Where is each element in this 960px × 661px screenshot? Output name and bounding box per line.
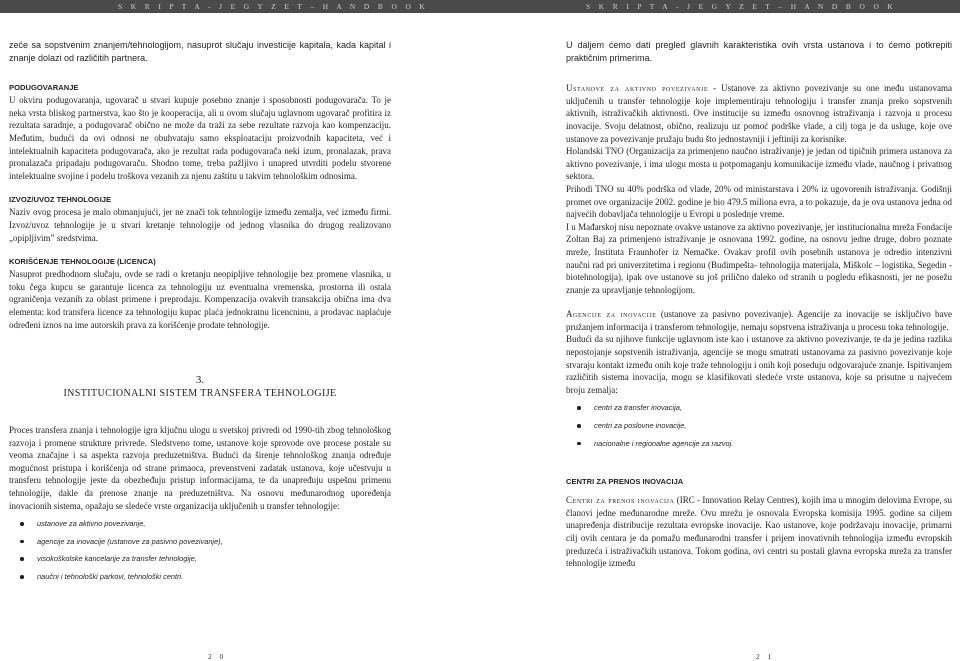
institution-types-list: [566, 399, 952, 452]
right-intro-paragraph: U daljem ćemo dati pregled glavnih karakteristika ovih vrsta ustanova i to ćemo potkrepiti praktičnim primerima.: [566, 40, 952, 63]
agencije-text: (ustanove za pasivno povezivanje). Agencije za inovacije se isključivo bave pružanjem informacija i transferom tehnologije, nemaju sopstvena istraživanja u procesu toka tehnologije.: [566, 309, 952, 332]
page-number-right: 2 1: [756, 652, 775, 661]
list-item: visokoškolske kancelarije za transfer tehnologije,: [9, 550, 391, 568]
podugovaranje-paragraph: U okviru podugovaranja, ugovarač u stvari kupuje posebno znanje i sposobnosti podugovarača. To je neka vrsta bliskog partnerstva, kao što je kooperacija, ali u ovom slučaju uglavnom ugovarač profitira iz rezultata saradnje, a podugovarač obično ne može da traži za sebe rezultate razvoja kao kompenzaciju. Međutim, budući da ovi odnosi ne obuhvataju samo eksploataciju proizvodnih kapaciteta, već i intelektualnih kapaciteta podugovarača, ako je rezultat rada podugovarača neki izum, pronalazak, prava pronalazača pripadaju podugovaraču. Shodno tome, treba pažljivo i unapred utvrditi podelu stvorene intelektualne svojine i podelu troškova vezanih za njenu zaštitu u takvim tehnološkim odnosima.: [9, 95, 391, 181]
chapter-intro-paragraph: Proces transfera znanja i tehnologije igra ključnu ulogu u svetskoj privredi od 1990-tih zbog tehnološkog razvoja i promene strukture privrede. Sledstveno tome, ustanove koje sprovode ove procese postale su veoma značajne i sa aspekta razvoja preduzetništva. Budući da širenje tehnološkog znanja određuje mogućnost pristupa i korišćenja od strane primaoca, prevenstveni zadatak ustanova, koje učestvuju u transferu tehnologije jeste da obezbeđuju pristup informacijama, te da unapređuju uspešnu primenu tehnologije, dakle da prenose znanje na preduzetništva. Na osnovu međunarodnog upoređenja inovacionih sistema, opažaju se sledeće vrste organizacija uključenih u transfer tehnologije:: [9, 425, 391, 511]
licenca-paragraph: Nasuprot predhodnom slučaju, ovde se radi o kretanju neopipljive tehnologije bez promene vlasnika, u toku čega kupcu se garantuje licenca za tehnologiju uz eventualna vremenska, prostorna ili ostala ograničenja vezanih za oblast primene i preprodaju. Kompenzacija ovakvih transakcija obična ima dva elementa: kod transfera licence za tehnologiju kupac plaća jednokratnu licencninu, a prodavac naplaćuje određeni iznos na ime autorskih prava za korišćenje prodate tehnologije.: [9, 269, 391, 330]
page-number-left: 2 0: [208, 652, 227, 661]
running-header-right: S K R I P T A - J E G Y Z E T – H A N D B O O K: [586, 2, 897, 11]
centri-paragraph: [566, 494, 952, 570]
izvoz-uvoz-paragraph: Naziv ovog procesa je malo obmanjujući, jer ne znači tok tehnologije između zemalja, već između firmi. Izvoz/uvoz tehnologije je u stvari kretanje tehnologije od jednog vlasnika do drugog realizovano „opipljivim” sredstvima.: [9, 207, 391, 243]
aktivno-paragraph: [566, 82, 952, 145]
list-item: naučni i tehnološki parkovi, tehnološki centri.: [9, 568, 391, 586]
podugovaranje-heading: PODUGOVARANJE: [9, 83, 79, 93]
centri-heading: CENTRI ZA PRENOS INOVACIJA: [566, 477, 684, 487]
running-header-left: S K R I P T A - J E G Y Z E T – H A N D B O O K: [118, 2, 429, 11]
agencije-paragraph: [566, 308, 952, 333]
agencije-term: Agencije za inovacije: [566, 309, 657, 320]
list-item: centri za transfer inovacija,: [566, 399, 952, 417]
hungary-paragraph: I u Mađarskoj nisu nepoznate ovakve ustanove za aktivno povezivanje, jer institucionalna mreža Fondacije Zoltan Baj za primenjeno istraživanje je osnovana 1992. godine, na osnovu jedne druge, dobro poznate mreže, Instituta Fraunhofer iz Nemačke. Ovakav profil ovih posebnih ustanova je odredio intenzivni naučni rad pri univerzitetima i regionu (Budimpešta- tehnologija materijala, Miškolc – logistika, Segedin - biotehnologija), ipak ove ustanove su još prilično daleko od stranih u pogledu efikasnosti, jer ne posežu znanje za upravljanje tehnologijom.: [566, 221, 952, 295]
izvoz-uvoz-heading: IZVOZ/UVOZ TEHNOLOGIJE: [9, 195, 112, 205]
running-header: [0, 0, 960, 13]
list-item: centri za poslovne inovacije,: [566, 417, 952, 435]
centri-term: Centri za prenos inovacija: [566, 495, 675, 506]
aktivno-text: - Ustanove za aktivno povezivanje su one među ustanovama uključenih u transfer tehnologije koje implementiraju tehnologiju i transfer znanja preko sopstvenih aktivnih, istraživačkih aktivnosti. Ove institucije su između osnovnog istraživanja i razvoja u procesu inovacije. Svoju delatnost, obično, realizuju uz pomoć podrške vlade, a cilj toga je da usluge, koje ove ustanove za povezivanje pružaju budu što jednostavniji i jeftiniji za korisnike.: [566, 83, 952, 144]
chapter-number: 3.: [195, 374, 205, 387]
chapter-title: INSTITUCIONALNI SISTEM TRANSFERA TEHNOLOGIJE: [63, 388, 337, 400]
organization-types-list: [9, 515, 391, 585]
list-item: agencije za inovacije (ustanove za pasivno povezivanje),: [9, 533, 391, 551]
right-page-column: [566, 39, 952, 570]
tno-paragraph-2: Prihodi TNO su 40% podrška od vlade, 20% od ministarstava i 20% iz ugovorenih istraživanja. Godišnji promet ove organizacije 2002. godine je bio 479.5 miliona evra, a to pokazuje, da je ova ustanova jedna od najvećih dobavljača tehnologije u Evropi u poslednje vreme.: [566, 183, 952, 220]
list-item: ustanove za aktivno povezivanje,: [9, 515, 391, 533]
left-page-column: [9, 39, 391, 586]
centri-text: (IRC - Innovation Relay Centres), kojih ima u mnogim delovima Evrope, su članovi jedne međunarodne mreže. Ovu mrežu je osnovala Evropska komisija 1995. godine sa ciljem unapređenja distribucije rezultata evropske inovacije. Kao ustanove, koje podržavaju inovacije, primarni cilj ovih centara je da pomažu međunarodni transfer i prijem inovativnih tehnologija između evropskih preduzeća i istraživačkih ustanova. Tokom godina, ovi centri su postali glavna evropska mreža za transfer tehnologije između: [566, 495, 952, 569]
agencije-paragraph-2: Budući da su njihove funkcije uglavnom iste kao i ustanove za aktivno povezivanje, te da je jedina razlika nepostojanje sopstvenih istraživanja, agencije se mogu smatrati ustanovama za pasivno povezivanje koje stvaraju kontakt između onih koje traže tehnologiju i onih koji poseduju odgovarajuće znanje. Ispitivanjem različitih sistema inovacija, mogu se klasifikovati sledeće vrste ustanova, koje su prisutne u najvećem broju zemalja:: [566, 334, 952, 395]
left-intro-paragraph: zeće sa sopstvenim znanjem/tehnologijom, nasuprot slučaju investicije kapitala, kada kapital i znanje dolazi od različitih partnera.: [9, 40, 391, 63]
aktivno-term: Ustanove za aktivno povezivanje: [566, 83, 709, 94]
tno-paragraph-1: Holandski TNO (Organizacija za primenjeno naučno istraživanje) je jedan od tipičnih primera ustanova za aktivno povezivanje, i ima ulogu mosta u potpomaganju komunikacije između vlade, naučnog i privatnog sektora.: [566, 146, 952, 182]
licenca-heading: KORIŠĆENJE TEHNOLOGIJE (LICENCA): [9, 257, 156, 267]
list-item: nacionalne i regionalne agencije za razvoj.: [566, 435, 952, 453]
